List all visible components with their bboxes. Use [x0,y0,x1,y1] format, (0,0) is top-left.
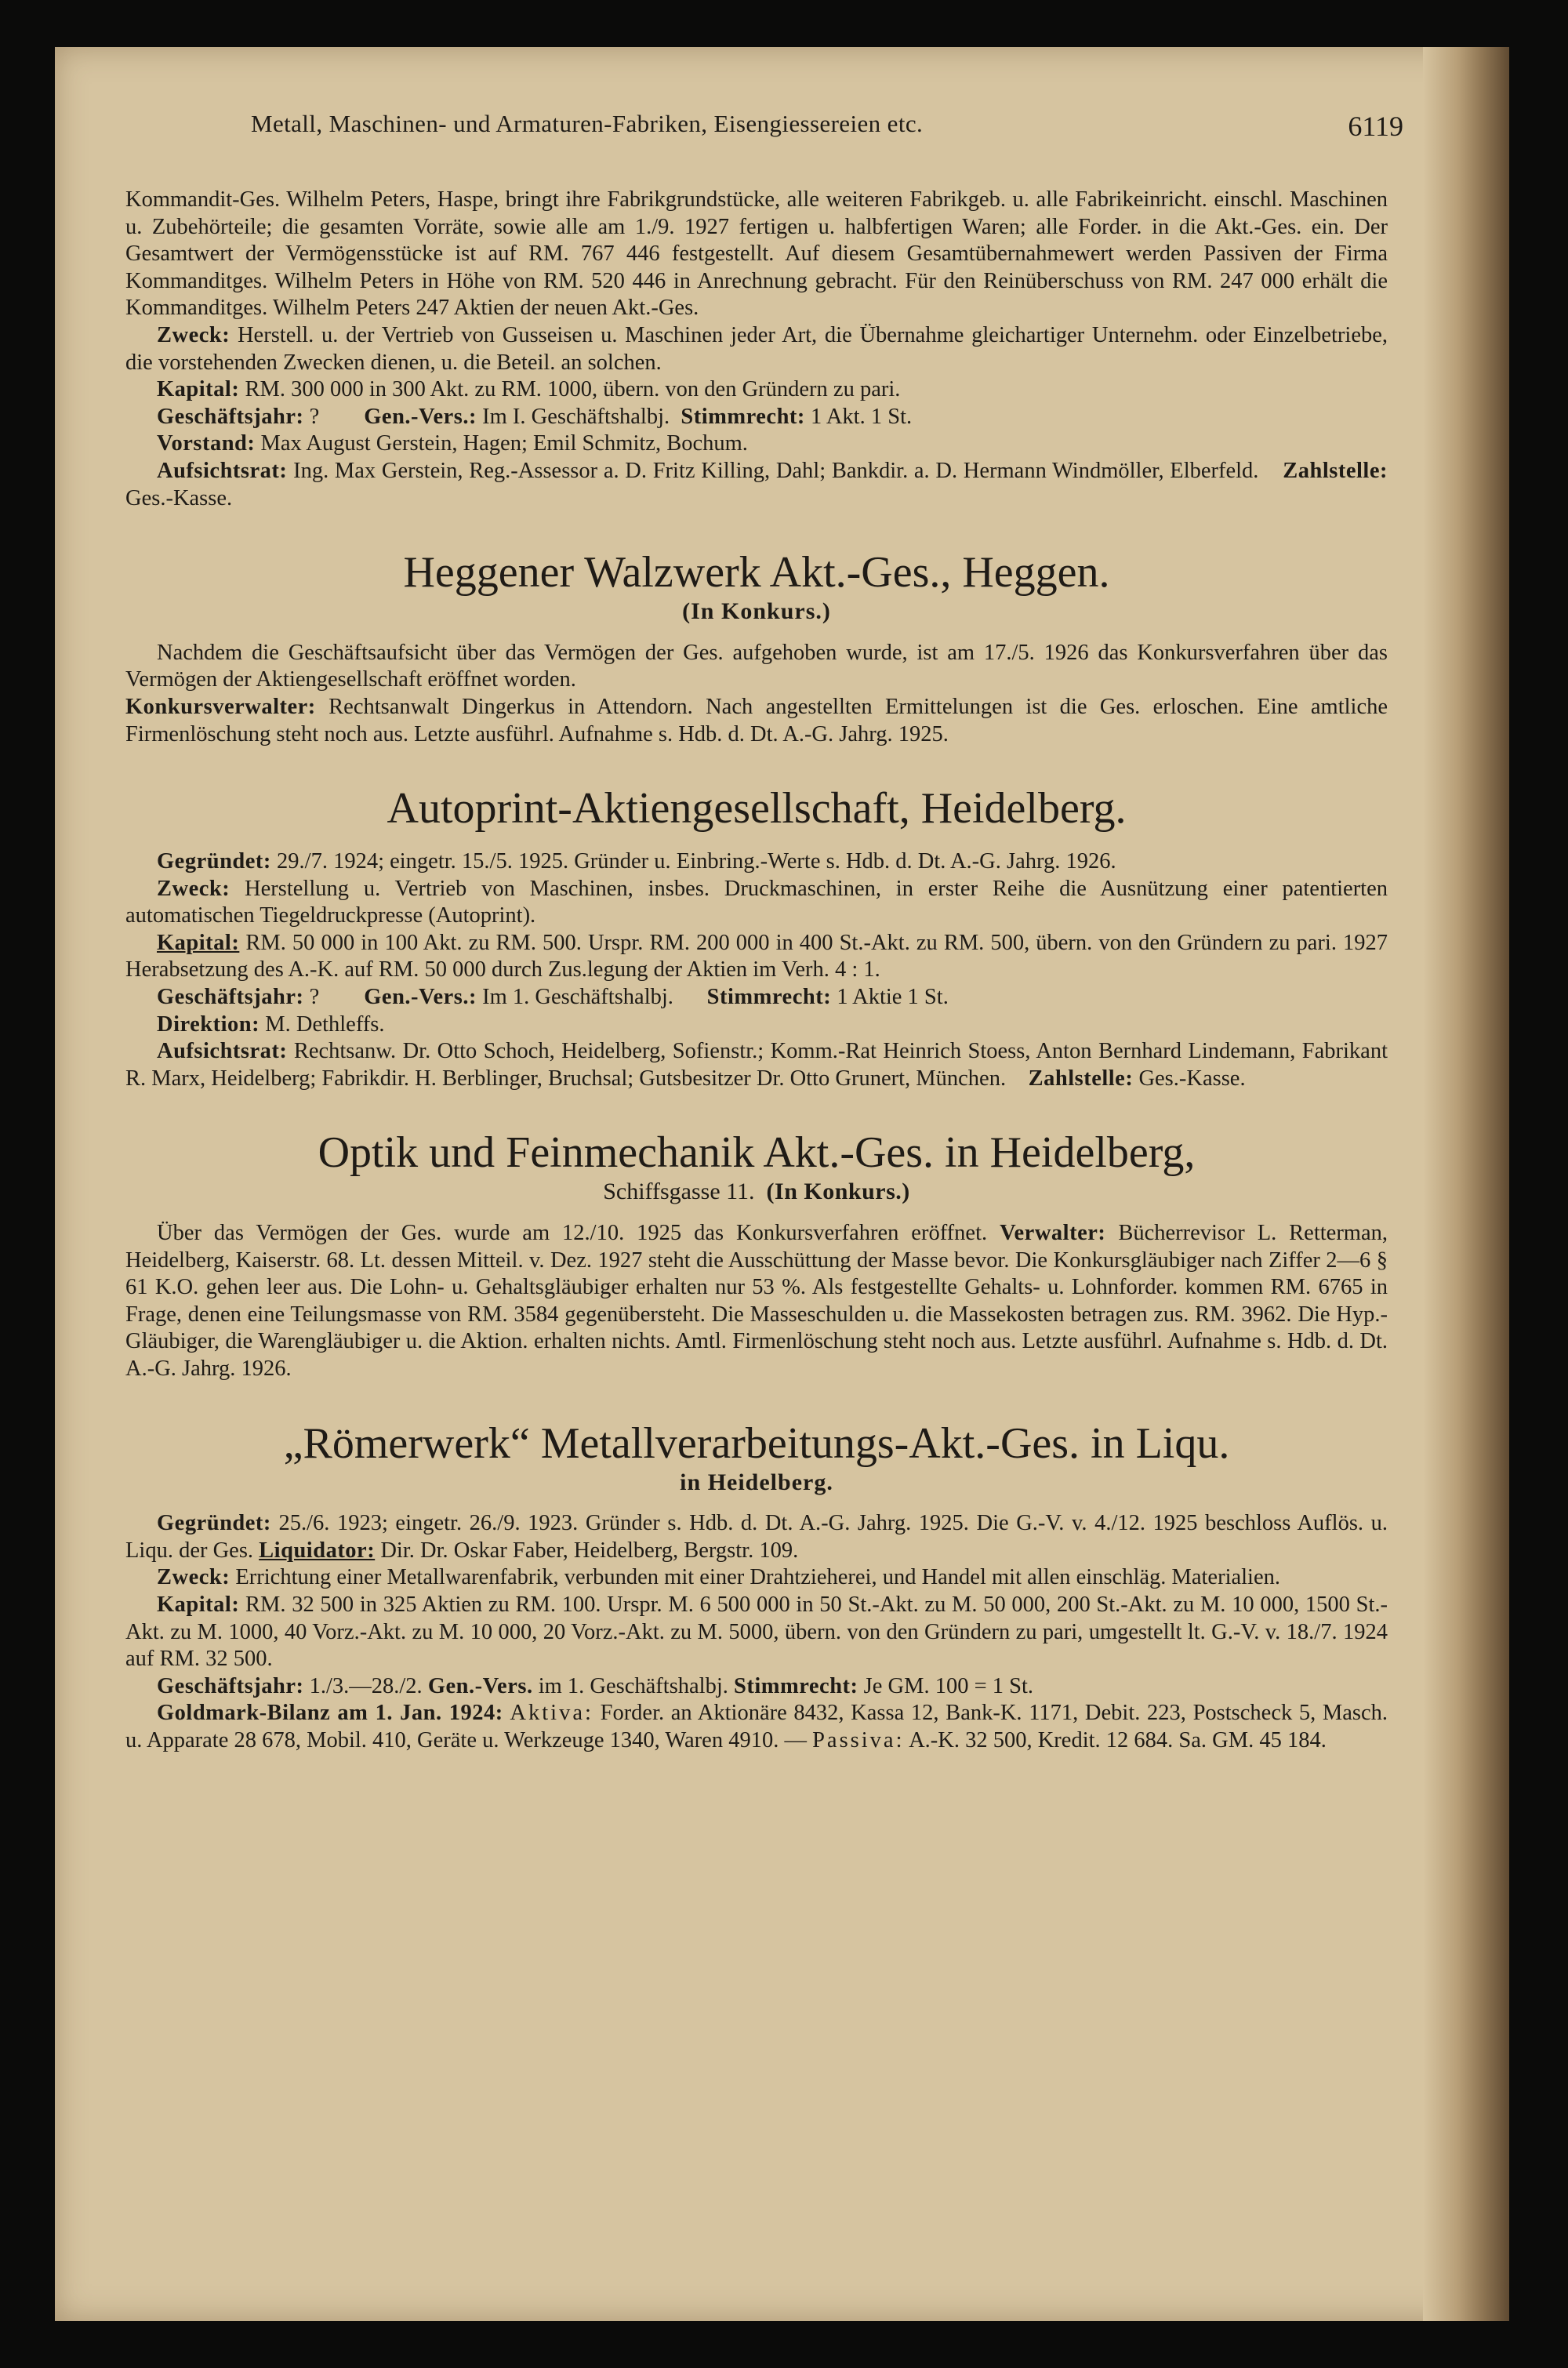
gj-text: ? [309,404,320,429]
zweck-label: Zweck: [157,322,230,347]
liquidator-text: Dir. Dr. Oskar Faber, Heidelberg, Bergstr. 109. [380,1538,799,1563]
bilanz-line [125,1700,1388,1754]
bilanz-label: Goldmark-Bilanz am 1. Jan. 1924: [157,1701,503,1726]
entry-title: „Römerwerk“ Metallverarbeitungs-Akt.-Ges. in Liqu. [283,1418,1230,1468]
zahlstelle-text: Ges.-Kasse. [125,485,233,510]
zweck-line [125,876,1388,930]
gv-text: im 1. Geschäftshalbj. [538,1673,728,1698]
kv-text: Rechtsanwalt Dingerkus in Attendorn. Nach angestellten Ermittelungen ist die Ges. erloschen. Eine amtliche Firmenlöschung steht noch aus. Letzte ausführl. Aufnahme s. Hdb. d. Dt. A.-G. Jahrg. 1925. [125,694,1388,746]
entry-address-line [125,1179,1388,1206]
gegr-label: Gegründet: [157,1511,271,1536]
stimmrecht-label: Stimmrecht: [681,404,805,429]
entry-city: in Heidelberg. [680,1469,833,1495]
entry-autoprint [125,783,1388,1092]
running-title: Metall, Maschinen- und Armaturen-Fabriken, Eisengiessereien etc. [251,110,924,137]
gj-label: Geschäftsjahr: [157,404,304,429]
heggener-paragraph: Nachdem die Geschäftsaufsicht über das Vermögen der Ges. aufgehoben wurde, ist am 17./5. 1926 das Konkursverfahren über das Vermögen der Aktiengesellschaft eröffnet worden. [125,640,1388,692]
gv-text: Im 1. Geschäftshalbj. [482,985,673,1010]
zweck-text: Errichtung einer Metallwarenfabrik, verbunden mit einer Drahtzieherei, und Handel mit allen einschläg. Materialien. [235,1565,1280,1590]
ar-text: Ing. Max Gerstein, Reg.-Assessor a. D. Fritz Killing, Dahl; Bankdir. a. D. Hermann Windmöller, Elberfeld. [293,458,1259,483]
scanned-page [55,47,1509,2321]
kv-label: Konkursverwalter: [125,694,316,719]
gegruendet-line [125,848,1388,876]
entry-title: Heggener Walzwerk Akt.-Ges., Heggen. [403,548,1110,597]
gv-label: Gen.-Vers. [427,1673,533,1698]
status-konkurs: (In Konkurs.) [682,598,831,625]
stimmrecht-label: Stimmrecht: [706,985,832,1010]
gj-label: Geschäftsjahr: [157,1673,304,1698]
zweck-line [125,1564,1388,1592]
zweck-label: Zweck: [157,876,230,901]
direktion-label: Direktion: [157,1011,260,1037]
gj-label: Geschäftsjahr: [157,985,304,1010]
liquidator-label: Liquidator: [259,1538,376,1563]
vorstand-label: Vorstand: [157,431,256,456]
zweck-label: Zweck: [157,1565,230,1590]
stimmrecht-label: Stimmrecht: [734,1673,858,1698]
zweck-text: Herstell. u. der Vertrieb von Gusseisen u. Maschinen jeder Art, die Übernahme gleichartiger Unternehm. oder Einzelbetriebe, die vorstehenden Zwecken dienen, u. die Beteil. an solchen. [125,322,1388,375]
kapital-label: Kapital: [157,1592,240,1617]
optik-text-a: Über das Vermögen der Ges. wurde am 12./10. 1925 das Konkursverfahren eröffnet. [157,1221,988,1246]
kapital-line [125,1592,1388,1673]
entry-title: Autoprint-Aktiengesellschaft, Heidelberg. [387,784,1127,834]
entry-optik [125,1127,1388,1382]
book-binding-edge [1423,47,1509,2321]
kapital-text: RM. 50 000 in 100 Akt. zu RM. 500. Urspr. RM. 200 000 in 400 St.-Akt. zu RM. 500, übern. von den Gründern zu pari. 1927 Herabsetzung des A.-K. auf RM. 50 000 durch Zus.legung der Aktien im Verh. 4 : 1. [125,930,1388,982]
vorstand-line [125,430,1388,458]
ar-text: Rechtsanw. Dr. Otto Schoch, Heidelberg, Sofienstr.; Komm.-Rat Heinrich Stoess, Anton Bernhard Lindemann, Fabrikant R. Marx, Heidelberg; Fabrikdir. H. Berblinger, Bruchsal; Gutsbesitzer Dr. Otto Grunert, München. [125,1039,1388,1091]
aufsichtsrat-line [125,458,1388,512]
zahlstelle-label: Zahlstelle: [1283,458,1388,483]
gv-text: Im I. Geschäftshalbj. [482,404,670,429]
gj-text: ? [309,985,320,1010]
page-number: 6119 [1348,111,1403,142]
zahlstelle-label: Zahlstelle: [1028,1066,1134,1091]
aktiva-text: Forder. an Aktionäre 8432, Kassa 12, Bank-K. 1171, Debit. 223, Postscheck 5, Masch. u. Apparate 28 678, Mobil. 410, Geräte u. Werkzeuge 1340, Waren 4910. — [125,1701,1388,1752]
entry-peters-continuation [125,187,1388,512]
gj-text: 1./3.—28./2. [309,1673,423,1698]
gegr-text: 25./6. 1923; eingetr. 26./9. 1923. Gründer s. Hdb. d. Dt. A.-G. Jahrg. 1925. Die G.-V. v. 4./12. 1925 beschloss Auflös. u. Liqu. der Ges. [125,1511,1388,1563]
optik-text-b: Bücherrevisor L. Retterman, Heidelberg, Kaiserstr. 68. Lt. dessen Mitteil. v. Dez. 1927 steht die Ausschüttung der Masse bevor. Die Konkursgläubiger nach Ziffer 2—6 § 61 K.O. gehen leer aus. Die Lohn- u. Gehaltsgläubiger erhalten nur 53 %. Als festgestellte Gehalts- u. Lohnforder. kommen RM. 6765 in Frage, denen eine Teilungsmasse von RM. 3584 gegenübersteht. Die Masseschulden u. die Massekosten betragen zus. RM. 3962. Die Hyp.-Gläubiger, die Warengläubiger u. die Aktion. erhalten nichts. Amtl. Firmenlöschung steht noch aus. Letzte ausführl. Aufnahme s. Hdb. d. Dt. A.-G. Jahrg. 1926. [125,1221,1388,1381]
direktion-text: M. Dethleffs. [265,1011,385,1037]
gv-label: Gen.-Vers.: [364,404,477,429]
entry-roemerwerk [125,1418,1388,1755]
gegr-text: 29./7. 1924; eingetr. 15./5. 1925. Gründer u. Einbring.-Werte s. Hdb. d. Dt. A.-G. Jahrg. 1926. [277,849,1116,874]
zweck-text: Herstellung u. Vertrieb von Maschinen, insbes. Druckmaschinen, in erster Reihe die Ausnützung einer patentierten automatischen Tiegeldruckpresse (Autoprint). [125,876,1388,928]
gv-label: Gen.-Vers.: [364,985,477,1010]
direktion-line [125,1011,1388,1039]
stimmrecht-text: Je GM. 100 = 1 St. [863,1673,1034,1698]
optik-paragraph [125,1220,1388,1383]
geschaeftsjahr-line [125,984,1388,1011]
gegruendet-line [125,1510,1388,1564]
zweck-line [125,322,1388,376]
kapital-line [125,376,1388,404]
aufsichtsrat-line [125,1038,1388,1092]
status-konkurs: (In Konkurs.) [766,1179,910,1205]
entry-title: Optik und Feinmechanik Akt.-Ges. in Heidelberg, [318,1128,1196,1178]
kapital-label: Kapital: [157,377,240,402]
vorstand-text: Max August Gerstein, Hagen; Emil Schmitz, Bochum. [260,431,748,456]
geschaeftsjahr-line [125,1673,1388,1701]
entry-heggener [125,547,1388,748]
geschaeftsjahr-line [125,404,1388,431]
stimmrecht-text: 1 Akt. 1 St. [811,404,913,429]
intro-paragraph: Kommandit-Ges. Wilhelm Peters, Haspe, bringt ihre Fabrikgrundstücke, alle weiteren Fabrikgeb. u. alle Fabrikeinricht. einschl. Maschinen u. Zubehörteile; die gesamten Vorräte, sowie alle am 1./9. 1927 fertigen u. halbfertigen Waren; alle Forder. in die Akt.-Ges. ein. Der Gesamtwert der Vermögensstücke ist auf RM. 767 446 festgestellt. Auf diesem Gesamtübernahmewert werden Passiven der Firma Kommanditges. Wilhelm Peters in Höhe von RM. 520 446 in Anrechnung gebracht. Für den Reinüberschuss von RM. 247 000 erhält die Kommanditges. Wilhelm Peters 247 Aktien der neuen Akt.-Ges. [125,187,1388,321]
page-content [125,187,1388,1755]
address-text: Schiffsgasse 11. [603,1179,755,1205]
aktiva-label: Aktiva: [510,1701,593,1726]
kapital-label: Kapital: [157,930,240,955]
zahlstelle-text: Ges.-Kasse. [1138,1066,1246,1091]
passiva-text: A.-K. 32 500, Kredit. 12 684. Sa. GM. 45 184. [909,1727,1327,1752]
gegr-label: Gegründet: [157,849,271,874]
verwalter-label: Verwalter: [1000,1221,1106,1246]
ar-label: Aufsichtsrat: [157,1039,288,1064]
kapital-text: RM. 32 500 in 325 Aktien zu RM. 100. Urspr. M. 6 500 000 in 50 St.-Akt. zu M. 50 000, 200 St.-Akt. zu M. 10 000, 1500 St.-Akt. zu M. 1000, 40 Vorz.-Akt. zu M. 10 000, 20 Vorz.-Akt. zu M. 5000, übern. von den Gründern zu pari, umgestellt lt. G.-V. v. 18./7. 1924 auf RM. 32 500. [125,1592,1388,1672]
kapital-text: RM. 300 000 in 300 Akt. zu RM. 1000, übern. von den Gründern zu pari. [245,377,901,402]
konkursverwalter-line [125,694,1388,748]
kapital-line [125,930,1388,984]
stimmrecht-text: 1 Aktie 1 St. [837,985,949,1010]
ar-label: Aufsichtsrat: [157,458,288,483]
passiva-label: Passiva: [812,1727,905,1752]
